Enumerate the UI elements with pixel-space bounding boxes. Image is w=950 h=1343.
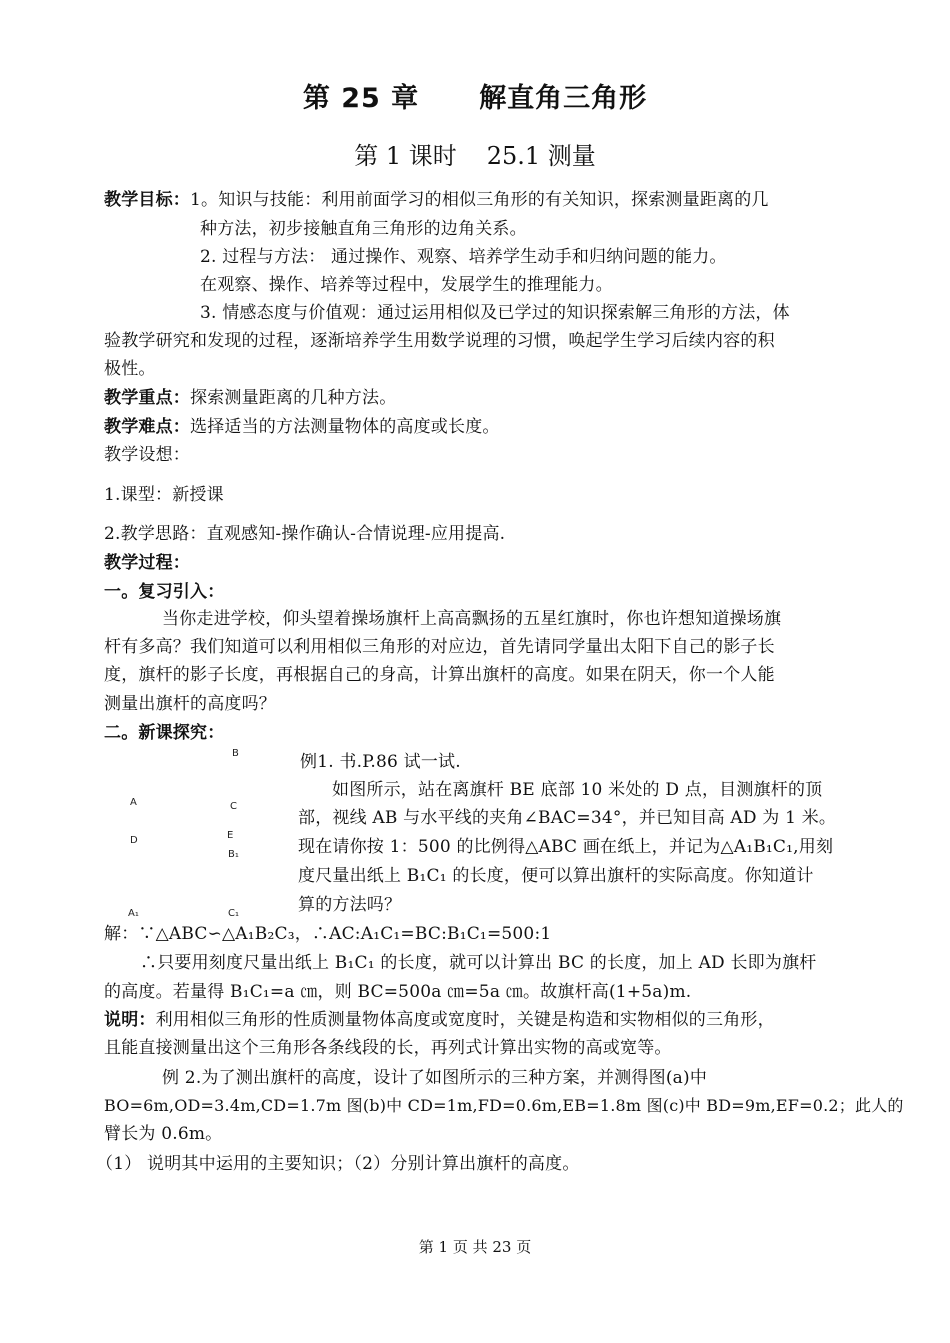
objectives-line-2: 种方法，初步接触直角三角形的边角关系。: [200, 219, 527, 239]
chapter-name: 解直角三角形: [479, 83, 648, 114]
example2-line-3: 臂长为 0.6m。: [104, 1124, 223, 1144]
section1-para-3: 度，旗杆的影子长度，再根据自己的身高，计算出旗杆的高度。如果在阴天，你一个人能: [104, 665, 775, 685]
solution-line-3: 的高度。若量得 B₁C₁=a ㎝，则 BC=500a ㎝=5a ㎝。故旗杆高(1+5a)m.: [104, 982, 692, 1002]
section1-para-4: 测量出旗杆的高度吗？: [104, 694, 276, 714]
example1-line-3: 现在请你按 1：500 的比例得△ABC 画在纸上，并记为△A₁B₁C₁,用刻: [298, 837, 834, 857]
example2-line-2: BO=6m,OD=3.4m,CD=1.7m 图(b)中 CD=1m,FD=0.6m,EB=1.8m 图(c)中 BD=9m,EF=0.2；此人的: [104, 1096, 904, 1115]
figure-label-c: C: [230, 801, 237, 812]
example1-line-1: 如图所示，站在离旗杆 BE 底部 10 米处的 D 点，目测旗杆的顶: [332, 780, 823, 800]
note-text-1: 利用相似三角形的性质测量物体高度或宽度时，关键是构造和实物相似的三角形，: [155, 1010, 775, 1030]
solution-line-1: 解：∵△ABC∽△A₁B₂C₃，∴AC:A₁C₁=BC:B₁C₁=500:1: [104, 924, 552, 944]
design-label: 教学设想：: [104, 445, 190, 465]
section1-para-1: 当你走进学校，仰头望着操场旗杆上高高飘扬的五星红旗时，你也许想知道操场旗: [162, 609, 782, 629]
key-point-label: 教学重点：: [104, 388, 190, 408]
objectives-label: 教学目标：: [104, 190, 190, 210]
chapter-number: 第 25 章: [302, 83, 420, 114]
figure-label-d: D: [130, 835, 138, 846]
section2-heading: 二。新课探究：: [104, 723, 225, 743]
key-point-text: 探索测量距离的几种方法。: [190, 388, 397, 408]
objectives-line-3: 2. 过程与方法： 通过操作、观察、培养学生动手和归纳问题的能力。: [200, 247, 727, 267]
figure-label-e: E: [227, 830, 234, 841]
page-footer: 第 1 页 共 23 页: [418, 1238, 532, 1256]
objectives-line-6: 验教学研究和发现的过程，逐渐培养学生用数学说理的习惯，唤起学生学习后续内容的积: [104, 331, 775, 351]
example1-line-5: 算的方法吗？: [298, 895, 402, 915]
note-label: 说明：: [104, 1010, 156, 1030]
objectives-line-1: [104, 186, 769, 214]
note-line-1: [104, 1006, 775, 1034]
key-point: [104, 384, 396, 412]
example2-line-4: （1） 说明其中运用的主要知识；（2）分别计算出旗杆的高度。: [96, 1154, 580, 1174]
figure-label-b1: B₁: [228, 849, 239, 860]
lesson-topic: 25.1 测量: [486, 142, 596, 170]
objectives-line-4: 在观察、操作、培养等过程中，发展学生的推理能力。: [200, 275, 613, 295]
teaching-idea: 2.教学思路：直观感知-操作确认-合情说理-应用提高.: [104, 524, 506, 544]
lesson-type: 1.课型：新授课: [104, 485, 224, 505]
figure-label-b: B: [232, 748, 239, 759]
lesson-title: [0, 136, 950, 171]
example1-line-4: 度尺量出纸上 B₁C₁ 的长度，便可以算出旗杆的实际高度。你知道计: [298, 866, 814, 886]
example1-line-2: 部，视线 AB 与水平线的夹角∠BAC=34°，并已知目高 AD 为 1 米。: [298, 808, 837, 828]
solution-line-2: ∴只要用刻度尺量出纸上 B₁C₁ 的长度，就可以计算出 BC 的长度，加上 AD 长即为旗杆: [140, 953, 817, 973]
objectives-text-1: 1。知识与技能：利用前面学习的相似三角形的有关知识，探索测量距离的几: [190, 190, 769, 210]
section1-heading: 一。复习引入：: [104, 582, 225, 602]
objectives-line-7: 极性。: [104, 359, 156, 379]
figure-label-a1: A₁: [128, 908, 139, 919]
difficulty-text: 选择适当的方法测量物体的高度或长度。: [190, 417, 500, 437]
note-line-2: 且能直接测量出这个三角形各条线段的长，再列式计算出实物的高或宽等。: [104, 1038, 672, 1058]
example1-title: 例1. 书.P.86 试一试.: [300, 752, 461, 772]
example2-line-1: 例 2.为了测出旗杆的高度，设计了如图所示的三种方案，并测得图(a)中: [162, 1068, 708, 1088]
figure-label-a: A: [130, 797, 137, 808]
difficulty: [104, 413, 500, 441]
process-label: 教学过程：: [104, 553, 190, 573]
difficulty-label: 教学难点：: [104, 417, 190, 437]
chapter-title: [0, 76, 950, 115]
lesson-period: 第 1 课时: [354, 142, 457, 170]
figure-label-c1: C₁: [228, 908, 239, 919]
section1-para-2: 杆有多高？我们知道可以利用相似三角形的对应边，首先请同学量出太阳下自己的影子长: [104, 637, 775, 657]
objectives-line-5: 3. 情感态度与价值观：通过运用相似及已学过的知识探索解三角形的方法，体: [200, 303, 790, 323]
